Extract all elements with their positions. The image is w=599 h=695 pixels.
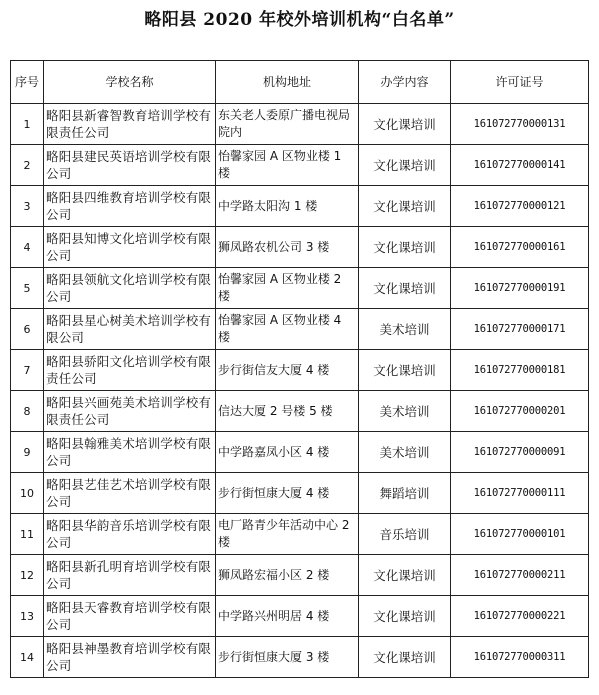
cell-address: 电厂路青少年活动中心 2 楼 bbox=[216, 514, 359, 555]
cell-no: 6 bbox=[11, 309, 44, 350]
cell-address: 怡馨家园 A 区物业楼 2 楼 bbox=[216, 268, 359, 309]
cell-address: 信达大厦 2 号楼 5 楼 bbox=[216, 391, 359, 432]
cell-content: 文化课培训 bbox=[359, 145, 451, 186]
table-row bbox=[11, 186, 589, 227]
table-row bbox=[11, 309, 589, 350]
cell-school-name: 略阳县华韵音乐培训学校有限公司 bbox=[44, 514, 216, 555]
cell-content: 美术培训 bbox=[359, 391, 451, 432]
cell-content: 文化课培训 bbox=[359, 104, 451, 145]
cell-no: 13 bbox=[11, 596, 44, 637]
header-address: 机构地址 bbox=[216, 61, 359, 104]
cell-school-name: 略阳县建民英语培训学校有限公司 bbox=[44, 145, 216, 186]
cell-address: 中学路嘉凤小区 4 楼 bbox=[216, 432, 359, 473]
table-row bbox=[11, 432, 589, 473]
header-license: 许可证号 bbox=[451, 61, 589, 104]
cell-license: 161072770000091 bbox=[451, 432, 589, 473]
cell-no: 10 bbox=[11, 473, 44, 514]
cell-school-name: 略阳县翰雅美术培训学校有限公司 bbox=[44, 432, 216, 473]
cell-content: 文化课培训 bbox=[359, 637, 451, 678]
table-row bbox=[11, 227, 589, 268]
cell-address: 步行街恒康大厦 3 楼 bbox=[216, 637, 359, 678]
cell-no: 3 bbox=[11, 186, 44, 227]
cell-content: 文化课培训 bbox=[359, 350, 451, 391]
cell-address: 中学路太阳沟 1 楼 bbox=[216, 186, 359, 227]
cell-license: 161072770000111 bbox=[451, 473, 589, 514]
cell-license: 161072770000171 bbox=[451, 309, 589, 350]
cell-no: 12 bbox=[11, 555, 44, 596]
header-no: 序号 bbox=[11, 61, 44, 104]
cell-school-name: 略阳县兴画苑美术培训学校有限责任公司 bbox=[44, 391, 216, 432]
cell-no: 4 bbox=[11, 227, 44, 268]
table-body bbox=[11, 104, 589, 678]
table-row bbox=[11, 391, 589, 432]
cell-school-name: 略阳县新孔明育培训学校有限公司 bbox=[44, 555, 216, 596]
header-content: 办学内容 bbox=[359, 61, 451, 104]
cell-license: 161072770000311 bbox=[451, 637, 589, 678]
cell-license: 161072770000161 bbox=[451, 227, 589, 268]
cell-school-name: 略阳县领航文化培训学校有限公司 bbox=[44, 268, 216, 309]
table-row bbox=[11, 473, 589, 514]
cell-no: 1 bbox=[11, 104, 44, 145]
cell-school-name: 略阳县天睿教育培训学校有限公司 bbox=[44, 596, 216, 637]
cell-address: 狮凤路农机公司 3 楼 bbox=[216, 227, 359, 268]
cell-address: 狮凤路宏福小区 2 楼 bbox=[216, 555, 359, 596]
table-header-row bbox=[11, 61, 589, 104]
cell-address: 步行街恒康大厦 4 楼 bbox=[216, 473, 359, 514]
cell-license: 161072770000211 bbox=[451, 555, 589, 596]
cell-license: 161072770000131 bbox=[451, 104, 589, 145]
cell-license: 161072770000201 bbox=[451, 391, 589, 432]
cell-content: 文化课培训 bbox=[359, 186, 451, 227]
document-title: 略阳县 2020 年校外培训机构“白名单” bbox=[144, 10, 455, 30]
cell-content: 音乐培训 bbox=[359, 514, 451, 555]
table-row bbox=[11, 104, 589, 145]
cell-address: 中学路兴州明居 4 楼 bbox=[216, 596, 359, 637]
cell-license: 161072770000101 bbox=[451, 514, 589, 555]
table-row bbox=[11, 637, 589, 678]
cell-no: 9 bbox=[11, 432, 44, 473]
cell-no: 11 bbox=[11, 514, 44, 555]
cell-content: 文化课培训 bbox=[359, 596, 451, 637]
cell-content: 文化课培训 bbox=[359, 227, 451, 268]
cell-no: 14 bbox=[11, 637, 44, 678]
cell-school-name: 略阳县新睿智教育培训学校有限责任公司 bbox=[44, 104, 216, 145]
cell-address: 怡馨家园 A 区物业楼 4 楼 bbox=[216, 309, 359, 350]
cell-no: 2 bbox=[11, 145, 44, 186]
cell-content: 美术培训 bbox=[359, 432, 451, 473]
cell-school-name: 略阳县星心树美术培训学校有限公司 bbox=[44, 309, 216, 350]
cell-content: 文化课培训 bbox=[359, 555, 451, 596]
cell-license: 161072770000181 bbox=[451, 350, 589, 391]
table-row bbox=[11, 268, 589, 309]
cell-no: 8 bbox=[11, 391, 44, 432]
cell-school-name: 略阳县四维教育培训学校有限公司 bbox=[44, 186, 216, 227]
cell-address: 步行街信友大厦 4 楼 bbox=[216, 350, 359, 391]
cell-license: 161072770000221 bbox=[451, 596, 589, 637]
table-row bbox=[11, 555, 589, 596]
cell-school-name: 略阳县知博文化培训学校有限公司 bbox=[44, 227, 216, 268]
cell-content: 舞蹈培训 bbox=[359, 473, 451, 514]
header-school-name: 学校名称 bbox=[44, 61, 216, 104]
cell-address: 东关老人委原广播电视局院内 bbox=[216, 104, 359, 145]
whitelist-table bbox=[10, 60, 589, 678]
table-row bbox=[11, 145, 589, 186]
cell-no: 7 bbox=[11, 350, 44, 391]
cell-school-name: 略阳县骄阳文化培训学校有限责任公司 bbox=[44, 350, 216, 391]
cell-license: 161072770000141 bbox=[451, 145, 589, 186]
table-row bbox=[11, 596, 589, 637]
table-row bbox=[11, 514, 589, 555]
cell-content: 美术培训 bbox=[359, 309, 451, 350]
cell-school-name: 略阳县神墨教育培训学校有限公司 bbox=[44, 637, 216, 678]
cell-license: 161072770000191 bbox=[451, 268, 589, 309]
table-row bbox=[11, 350, 589, 391]
cell-address: 怡馨家园 A 区物业楼 1 楼 bbox=[216, 145, 359, 186]
cell-content: 文化课培训 bbox=[359, 268, 451, 309]
cell-school-name: 略阳县艺佳艺术培训学校有限公司 bbox=[44, 473, 216, 514]
cell-no: 5 bbox=[11, 268, 44, 309]
cell-license: 161072770000121 bbox=[451, 186, 589, 227]
